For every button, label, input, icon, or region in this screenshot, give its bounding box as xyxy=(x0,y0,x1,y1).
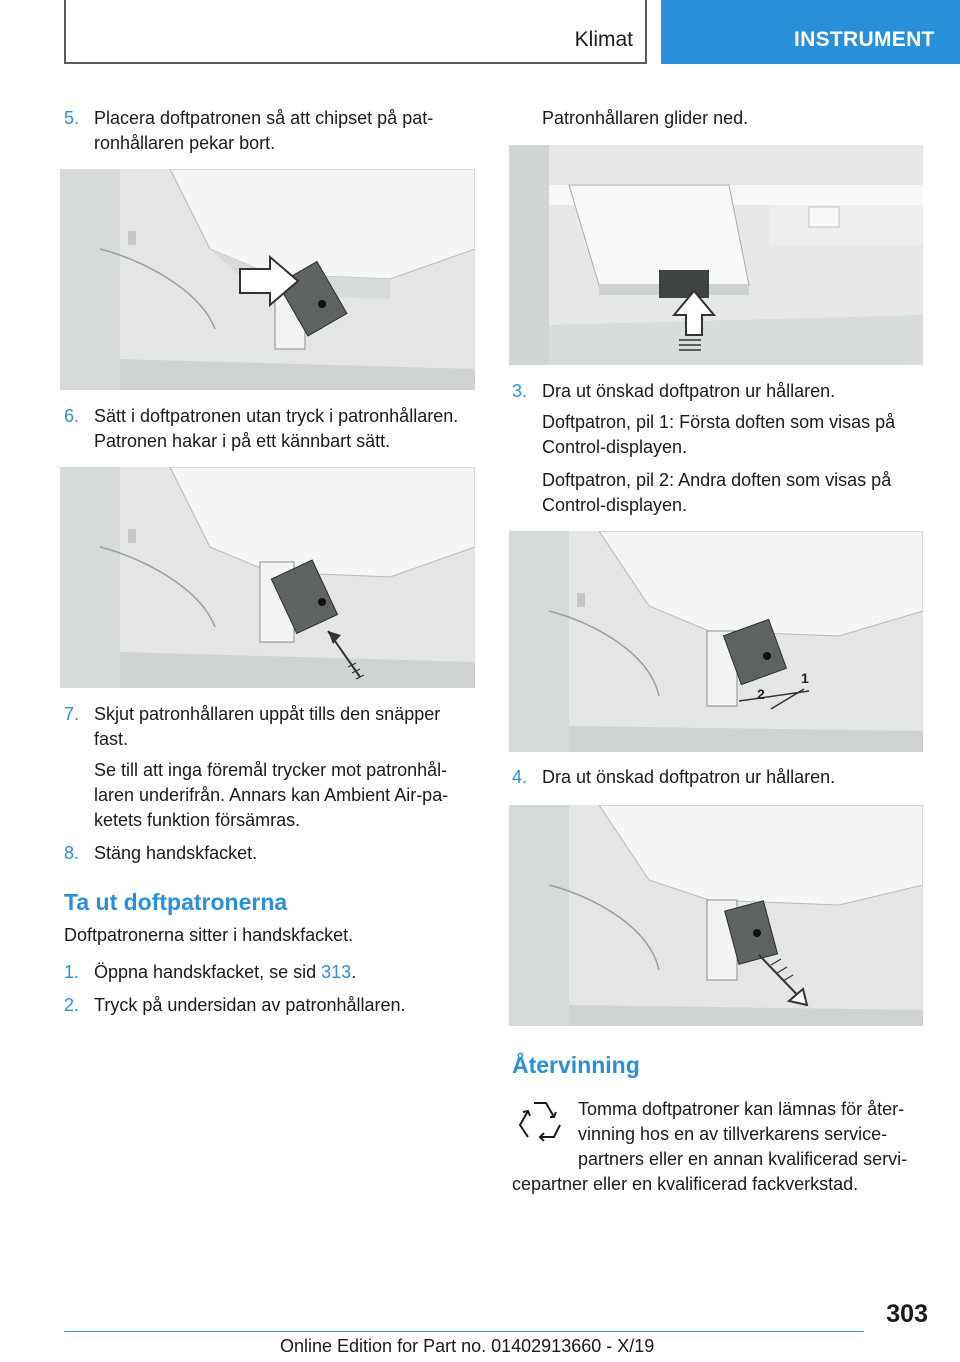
figure-label-1: 1 xyxy=(801,670,809,686)
note-line: Control-displayen. xyxy=(542,495,688,515)
step-text: Dra ut önskad doftpatron ur hållaren. xyxy=(542,767,836,787)
step-text: Skjut patronhållaren uppåt tills den snäpper xyxy=(94,704,441,724)
page-number: 303 xyxy=(886,1300,928,1328)
section-intro: Doftpatronerna sitter i handskfacket. xyxy=(64,925,354,945)
step-number: 3. xyxy=(512,381,528,401)
page-link[interactable]: 313 xyxy=(321,962,352,982)
note-line: Se till att inga föremål trycker mot patronhål- xyxy=(94,760,448,780)
note-line: Doftpatron, pil 2: Andra doften som visas på xyxy=(542,470,892,490)
step-6 xyxy=(64,404,484,462)
section-remove-cartridges xyxy=(64,890,484,1026)
step-number: 5. xyxy=(64,108,80,128)
section-title: Klimat xyxy=(574,28,633,51)
figure-insert-cartridge-orientation xyxy=(60,169,475,390)
step-number: 1. xyxy=(64,962,80,982)
step-number: 2. xyxy=(64,995,80,1015)
footer-edition: Online Edition for Part no. 01402913660 - X/19 xyxy=(280,1336,655,1356)
section-recycling xyxy=(512,1053,932,1078)
header-frame xyxy=(64,0,647,64)
step-3 xyxy=(512,379,932,526)
recycling-line: cepartner eller en kvalificerad fackverkstad. xyxy=(512,1174,859,1194)
figure-insert-cartridge xyxy=(60,467,475,688)
note-line: ketets funktion försämras. xyxy=(94,810,301,830)
step-text: Dra ut önskad doftpatron ur hållaren. xyxy=(542,381,836,401)
step-number: 6. xyxy=(64,406,80,426)
chapter-tab[interactable]: INSTRUMENT xyxy=(661,0,960,64)
continued-text xyxy=(512,106,932,139)
step-number: 4. xyxy=(512,767,528,787)
step-5 xyxy=(64,106,484,164)
step-3-note-2 xyxy=(512,468,932,518)
step-number: 7. xyxy=(64,704,80,724)
step-text: ronhållaren pekar bort. xyxy=(94,133,276,153)
section-heading: Återvinning xyxy=(512,1052,640,1078)
step-4 xyxy=(512,765,932,798)
section-heading: Ta ut doftpatronerna xyxy=(64,889,288,915)
step-number: 8. xyxy=(64,843,80,863)
step-7 xyxy=(64,702,484,874)
recycling-line: partners eller en annan kvalificerad servi- xyxy=(578,1149,908,1169)
recycling-text xyxy=(512,1097,927,1197)
step-7-note xyxy=(64,758,484,833)
continued-line: Patronhållaren glider ned. xyxy=(542,108,749,128)
step-text: Öppna handskfacket, se sid xyxy=(94,962,322,982)
figure-label-2: 2 xyxy=(757,686,765,702)
step-text: Placera doftpatronen så att chipset på pat- xyxy=(94,108,434,128)
footer-divider xyxy=(64,1331,864,1332)
punctuation: . xyxy=(351,962,357,982)
recycling-line: Tomma doftpatroner kan lämnas för åter- xyxy=(578,1099,905,1119)
note-line: laren underifrån. Annars kan Ambient Air-pa- xyxy=(94,785,449,805)
step-text: Sätt i doftpatronen utan tryck i patronhållaren. xyxy=(94,406,459,426)
step-3-note-1 xyxy=(512,410,932,460)
step-text: Tryck på undersidan av patronhållaren. xyxy=(94,995,406,1015)
figure-pull-out-cartridge xyxy=(509,805,923,1026)
step-text: fast. xyxy=(94,729,129,749)
note-line: Doftpatron, pil 1: Första doften som visas på xyxy=(542,412,896,432)
step-text: Patronen hakar i på ett kännbart sätt. xyxy=(94,431,391,451)
figure-holder-slides-down xyxy=(509,145,923,365)
note-line: Control-displayen. xyxy=(542,437,688,457)
figure-cartridge-positions xyxy=(509,531,923,752)
recycling-line: vinning hos en av tillverkarens service- xyxy=(578,1124,888,1144)
step-text: Stäng handskfacket. xyxy=(94,843,258,863)
